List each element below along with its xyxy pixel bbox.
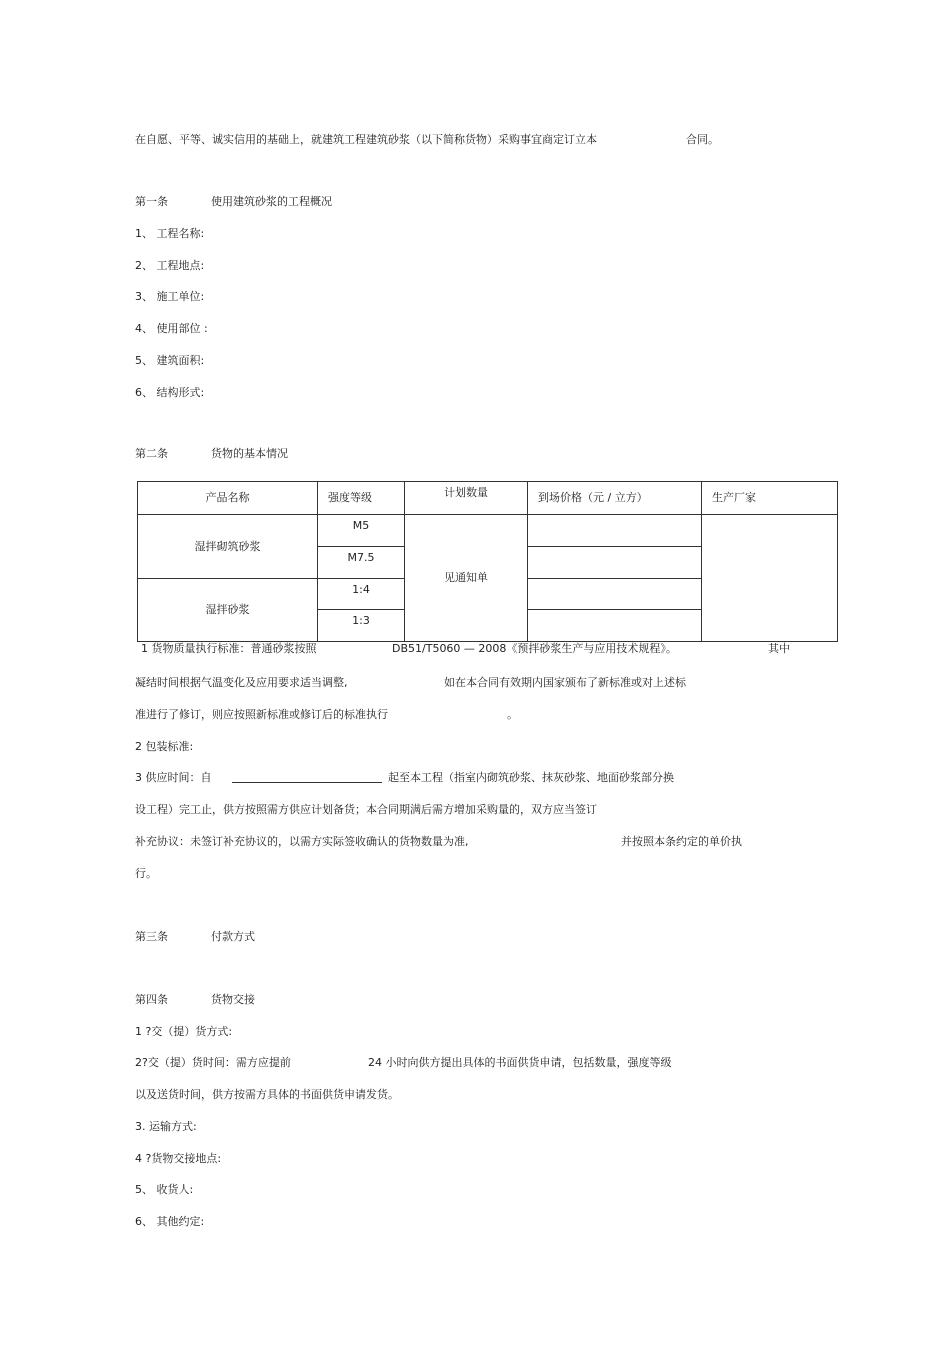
article-4-number: 第四条: [135, 993, 168, 1006]
other-agreement-field: 6、 其他约定:: [135, 1215, 205, 1228]
packaging-standard: 2 包装标准:: [135, 740, 194, 753]
grade-cell: M7.5: [318, 547, 405, 579]
transport-method-field: 3. 运输方式:: [135, 1120, 197, 1133]
header-planned-quantity: 计划数量: [405, 482, 528, 515]
delivery-time-detail: 24 小时向供方提出具体的书面供货申请，包括数量，强度等级: [368, 1056, 672, 1069]
receiver-field: 5、 收货人:: [135, 1183, 194, 1196]
usage-part-field: 4、 使用部位 :: [135, 322, 208, 335]
table-header-row: [138, 482, 838, 515]
goods-table: [137, 481, 838, 642]
header-product-name: 产品名称: [138, 482, 318, 515]
supply-completion-text: 设工程）完工止，供方按照需方供应计划备货；本合同期满后需方增加采购量的，双方应当签订: [135, 803, 597, 816]
quality-standard-text: 1 货物质量执行标准：普通砂浆按照: [141, 642, 317, 655]
product-cell-masonry: 湿拌砌筑砂浆: [138, 515, 318, 579]
quantity-cell: 见通知单: [405, 515, 528, 642]
article-3-title: 付款方式: [211, 930, 255, 943]
structure-type-field: 6、 结构形式:: [135, 386, 205, 399]
article-1-number: 第一条: [135, 195, 168, 208]
grade-cell: 1:4: [318, 579, 405, 610]
delivery-time-text: 2?交（提）货时间：需方应提前: [135, 1056, 291, 1069]
project-location-field: 2、 工程地点:: [135, 259, 205, 272]
price-cell: [528, 610, 702, 642]
price-cell: [528, 515, 702, 547]
article-2-title: 货物的基本情况: [211, 447, 288, 460]
product-cell-wet-mix: 湿拌砂浆: [138, 579, 318, 642]
grade-cell: 1:3: [318, 610, 405, 642]
new-standard-text: 如在本合同有效期内国家颁布了新标准或对上述标: [444, 676, 686, 689]
supply-time-blank: [232, 771, 382, 787]
article-1-title: 使用建筑砂浆的工程概况: [211, 195, 332, 208]
quality-standard-tail: 其中: [768, 642, 790, 655]
supply-time-text: 3 供应时间：自: [135, 771, 212, 784]
delivery-method-field: 1 ?交（提）货方式:: [135, 1025, 233, 1038]
article-4-title: 货物交接: [211, 993, 255, 1006]
article-2-number: 第二条: [135, 447, 168, 460]
unit-price-text: 并按照本条约定的单价执: [621, 835, 742, 848]
price-cell: [528, 579, 702, 610]
building-area-field: 5、 建筑面积:: [135, 354, 205, 367]
setting-time-text: 凝结时间根据气温变化及应用要求适当调整,: [135, 676, 348, 689]
intro-text-end: 合同。: [686, 133, 719, 146]
construction-unit-field: 3、 施工单位:: [135, 290, 205, 303]
header-strength-grade: 强度等级: [318, 482, 405, 515]
project-name-field: 1、 工程名称:: [135, 227, 205, 240]
delivery-time-line2: 以及送货时间，供方按需方具体的书面供货申请发货。: [135, 1088, 399, 1101]
table-row: [138, 515, 838, 547]
supplement-agreement-text: 补充协议：未签订补充协议的，以需方实际签收确认的货物数量为准,: [135, 835, 469, 848]
revised-standard-text: 准进行了修订，则应按照新标准或修订后的标准执行: [135, 708, 388, 721]
revised-standard-end: 。: [507, 708, 518, 721]
article-3-number: 第三条: [135, 930, 168, 943]
header-delivered-price: 到场价格（元 / 立方）: [528, 482, 702, 515]
handover-location-field: 4 ?货物交接地点:: [135, 1152, 222, 1165]
manufacturer-cell: [702, 515, 838, 642]
price-cell: [528, 547, 702, 579]
header-manufacturer: 生产厂家: [702, 482, 838, 515]
supply-time-scope: 起至本工程（指室内砌筑砂浆、抹灰砂浆、地面砂浆部分换: [388, 771, 674, 784]
intro-text: 在自愿、平等、诚实信用的基础上，就建筑工程建筑砂浆（以下简称货物）采购事宜商定订立本: [135, 133, 597, 146]
grade-cell: M5: [318, 515, 405, 547]
supplement-end-text: 行。: [135, 867, 157, 880]
quality-standard-code: DB51/T5060 — 2008《预拌砂浆生产与应用技术规程》。: [392, 642, 677, 655]
